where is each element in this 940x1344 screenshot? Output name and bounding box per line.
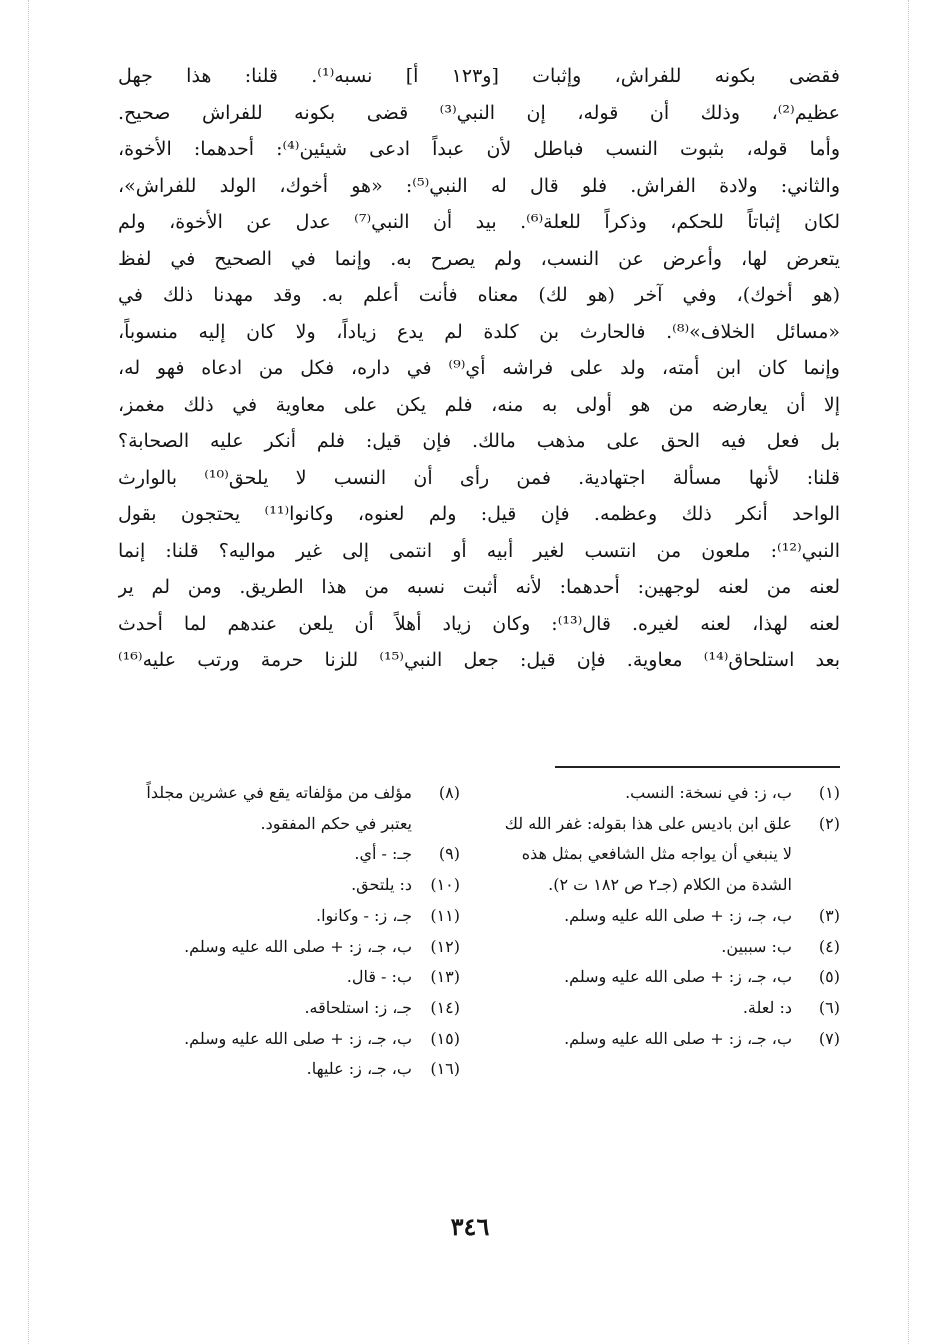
- footnote-text: ب، جـ، ز: + صلى الله عليه وسلم.: [184, 936, 412, 956]
- body-line: بعد استلحاق⁽¹⁴⁾ معاوية. فإن قيل: جعل النبي⁽¹⁵⁾ للزنا حرمة ورتب عليه⁽¹⁶⁾: [118, 649, 840, 671]
- footnote-text: ب، جـ، ز: + صلى الله عليه وسلم.: [564, 1028, 792, 1048]
- footnote: [495, 778, 840, 809]
- footnote-text: ب: سببين.: [721, 936, 792, 956]
- footnotes-right-column: [495, 778, 840, 1054]
- footnote-text: جـ، ز: استلحاقه.: [304, 997, 412, 1017]
- footnote-number: (١٥): [430, 1028, 460, 1048]
- body-line: الواحد أنكر ذلك وعظمه. فإن قيل: ولم لعنوه، وكانوا⁽¹¹⁾ يحتجون بقول: [118, 503, 840, 525]
- scan-fold-line: [28, 0, 29, 1344]
- footnote-text: ب، جـ، ز: + صلى الله عليه وسلم.: [564, 967, 792, 987]
- footnote: [115, 932, 460, 963]
- main-text-block: [118, 58, 840, 679]
- footnote-number: (٣): [818, 905, 840, 925]
- footnote-number: (١٤): [430, 997, 460, 1017]
- footnote: [115, 778, 460, 839]
- body-line: فقضى بكونه للفراش، وإثبات [و١٢٣ أ] نسبه⁽¹⁾. قلنا: هذا جهل: [118, 65, 840, 87]
- body-line: بل فعل فيه الحق على مذهب مالك. فإن قيل: فلم أنكر عليه الصحابة؟: [118, 430, 840, 452]
- footnote-number: (٨): [438, 783, 460, 802]
- page-number: ٣٤٦: [450, 1212, 490, 1241]
- footnote: [495, 993, 840, 1024]
- footnote: [115, 870, 460, 901]
- body-line: لعنه من لعنه لوجهين: أحدهما: لأنه أثبت نسبه من هذا الطريق. ومن لم ير: [118, 576, 840, 598]
- footnote: [115, 839, 460, 870]
- footnote: [115, 993, 460, 1024]
- footnote-text: جـ، ز: - وكانوا.: [316, 905, 412, 925]
- body-line: والثاني: ولادة الفراش. فلو قال له النبي⁽⁵⁾: «هو أخوك، الولد للفراش»،: [118, 174, 840, 197]
- body-line: لعنه لهذا، لعنه لغيره. قال⁽¹³⁾: وكان زياد أهلاً أن يلعن عندهم لما أحدث: [118, 612, 840, 635]
- body-line: لكان إثباتاً للحكم، وذكراً للعلة⁽⁶⁾. بيد أن النبي⁽⁷⁾ عدل عن الأخوة، ولم: [118, 211, 840, 233]
- body-line: عظيم⁽²⁾، وذلك أن قوله، إن النبي⁽³⁾ قضى بكونه للفراش صحيح.: [118, 101, 840, 124]
- body-line: «مسائل الخلاف»⁽⁸⁾. فالحارث بن كلدة لم يدع زياداً، ولا كان إليه منسوباً،: [118, 320, 840, 343]
- footnote-text: ب: - قال.: [346, 967, 412, 987]
- footnote-text: د: لعلة.: [742, 997, 792, 1017]
- footnote-number: (٦): [818, 997, 840, 1017]
- footnote-number: (٢): [818, 813, 840, 833]
- footnote-text: علق ابن باديس على هذا بقوله: غفر الله لك لا ينبغي أن يواجه مثل الشافعي بمثل هذه الشدة من الكلام (جـ٢ ص ١٨٢ ت ٢).: [504, 813, 792, 895]
- footnote-text: ب، جـ، ز: عليها.: [306, 1059, 412, 1079]
- footnote-separator: [555, 766, 840, 768]
- body-line: وأما قوله، بثبوت النسب فباطل لأن عبداً ادعى شيئين⁽⁴⁾: أحدهما: الأخوة،: [118, 138, 840, 160]
- body-line: (هو أخوك)، وفي آخر (هو لك) معناه فأنت أعلم به. وقد مهدنا ذلك في: [118, 284, 840, 306]
- footnote-number: (١٦): [430, 1059, 460, 1079]
- footnote-number: (٩): [438, 844, 460, 864]
- footnote-number: (٥): [818, 967, 840, 987]
- footnote-number: (١١): [430, 905, 460, 925]
- footnotes-left-column: [115, 778, 460, 1085]
- footnote-text: ب، جـ، ز: + صلى الله عليه وسلم.: [564, 905, 792, 925]
- body-line: إلا أن يعارضه من هو أولى به منه، فلم يكن على معاوية في ذلك مغمز،: [118, 393, 840, 416]
- footnote-text: د: يلتحق.: [351, 875, 412, 895]
- footnote: [495, 901, 840, 932]
- footnote: [495, 962, 840, 993]
- footnote-text: ب، ز: في نسخة: النسب.: [625, 783, 792, 802]
- footnote: [115, 962, 460, 993]
- footnote: [495, 809, 840, 901]
- footnote-number: (٧): [818, 1028, 840, 1048]
- footnote: [495, 1024, 840, 1055]
- footnote: [115, 1024, 460, 1055]
- footnote-text: مؤلف من مؤلفاته يقع في عشرين مجلداً يعتبر في حكم المفقود.: [146, 783, 412, 833]
- body-line: وإنما كان ابن أمته، ولد على فراشه أي⁽⁹⁾ في داره، فكل من ادعاه فهو له،: [118, 357, 840, 379]
- footnote-number: (١): [818, 783, 840, 802]
- footnote: [495, 932, 840, 963]
- footnote-number: (١٣): [430, 967, 460, 987]
- body-line: قلنا: لأنها مسألة اجتهادية. فمن رأى أن النسب لا يلحق⁽¹⁰⁾ بالوارث: [118, 466, 840, 489]
- scan-edge-line: [908, 0, 909, 1344]
- footnote-number: (١٢): [430, 936, 460, 956]
- footnote-number: (٤): [818, 936, 840, 956]
- footnote-text: جـ: - أي.: [354, 844, 412, 864]
- body-line: يتعرض لها، وأعرض عن النسب، ولم يصرح به. وإنما في الصحيح في لفظ: [118, 247, 840, 270]
- footnote: [115, 901, 460, 932]
- footnote: [115, 1054, 460, 1085]
- body-line: النبي⁽¹²⁾: ملعون من انتسب لغير أبيه أو انتمى إلى غير مواليه؟ قلنا: إنما: [118, 539, 840, 562]
- footnote-number: (١٠): [430, 875, 460, 895]
- footnote-text: ب، جـ، ز: + صلى الله عليه وسلم.: [184, 1028, 412, 1048]
